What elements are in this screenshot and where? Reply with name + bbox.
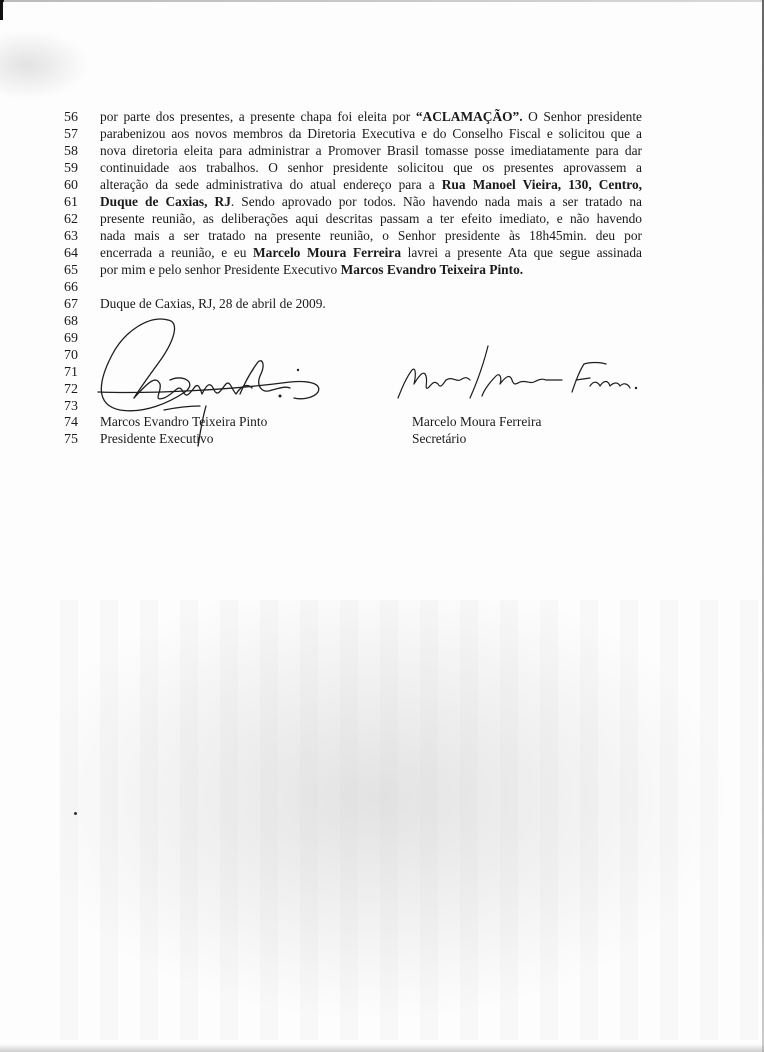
line-number: 67 (64, 297, 78, 312)
line-number: 58 (64, 144, 78, 159)
line-number: 70 (64, 348, 78, 363)
line-number: 62 (64, 212, 78, 227)
text-line-61 (64, 194, 642, 210)
text-line-58 (64, 143, 642, 159)
president-signature-drawing (90, 310, 340, 450)
line-number: 73 (64, 399, 78, 414)
date-place-line: Duque de Caxias, RJ, 28 de abril de 2009. (100, 296, 326, 311)
president-title: Presidente Executivo (100, 431, 214, 446)
scan-mark-left (0, 0, 3, 20)
secretary-signature-drawing (394, 340, 644, 420)
line-number: 60 (64, 178, 78, 193)
text-line-65 (64, 262, 642, 278)
line-number: 75 (64, 432, 78, 447)
secretary-title: Secretário (412, 431, 467, 446)
line-number: 72 (64, 382, 78, 397)
scan-dot (74, 812, 77, 815)
text-line-62 (64, 211, 642, 227)
text-line-57 (64, 126, 642, 142)
text-line-64 (64, 245, 642, 261)
line-number: 57 (64, 127, 78, 142)
line-text: encerrada a reunião, e eu Marcelo Moura Ferreira lavrei a presente Ata que segue assinada (100, 245, 642, 260)
line-number: 68 (64, 314, 78, 329)
line-number: 64 (64, 246, 78, 261)
text-line-59 (64, 160, 642, 176)
line-text: alteração da sede administrativa do atual endereço para a Rua Manoel Vieira, 130, Centro, (100, 177, 643, 192)
scan-edge-top (0, 0, 764, 2)
line-number: 71 (64, 365, 78, 380)
text-line-56 (64, 109, 642, 125)
text-line-60 (64, 177, 642, 193)
text-line-66 (64, 279, 100, 295)
scan-smudge (0, 30, 90, 100)
line-text: nada mais a ser tratado na presente reunião, o Senhor presidente às 18h45min. deu por (100, 228, 642, 243)
president-name: Marcos Evandro Teixeira Pinto (100, 414, 268, 429)
secretary-name: Marcelo Moura Ferreira (412, 414, 542, 429)
text-line-63 (64, 228, 642, 244)
line-number: 61 (64, 195, 78, 210)
line-text: nova diretoria eleita para administrar a Promover Brasil tomasse posse imediatamente para dar (100, 143, 642, 158)
scan-edge-bottom (0, 1044, 764, 1052)
line-text: continuidade aos trabalhos. O senhor presidente solicitou que os presentes aprovassem a (100, 160, 642, 175)
line-number: 59 (64, 161, 78, 176)
line-text: parabenizou aos novos membros da Diretoria Executiva e do Conselho Fiscal e solicitou que a (100, 126, 642, 141)
line-number: 74 (64, 415, 78, 430)
line-text: Duque de Caxias, RJ. Sendo aprovado por todos. Não havendo nada mais a ser tratado na (100, 194, 642, 209)
line-number: 66 (64, 280, 78, 295)
line-number: 65 (64, 263, 78, 278)
line-text: presente reunião, as deliberações aqui descritas passam a ter efeito imediato, e não havendo (100, 211, 642, 226)
line-number: 69 (64, 331, 78, 346)
line-number: 56 (64, 110, 78, 125)
line-number: 63 (64, 229, 78, 244)
line-text: por mim e pelo senhor Presidente Executivo Marcos Evandro Teixeira Pinto. (100, 262, 524, 277)
scan-fade-area (60, 600, 760, 1040)
line-text: por parte dos presentes, a presente chapa foi eleita por “ACLAMAÇÃO”. O Senhor presidente (100, 109, 642, 124)
